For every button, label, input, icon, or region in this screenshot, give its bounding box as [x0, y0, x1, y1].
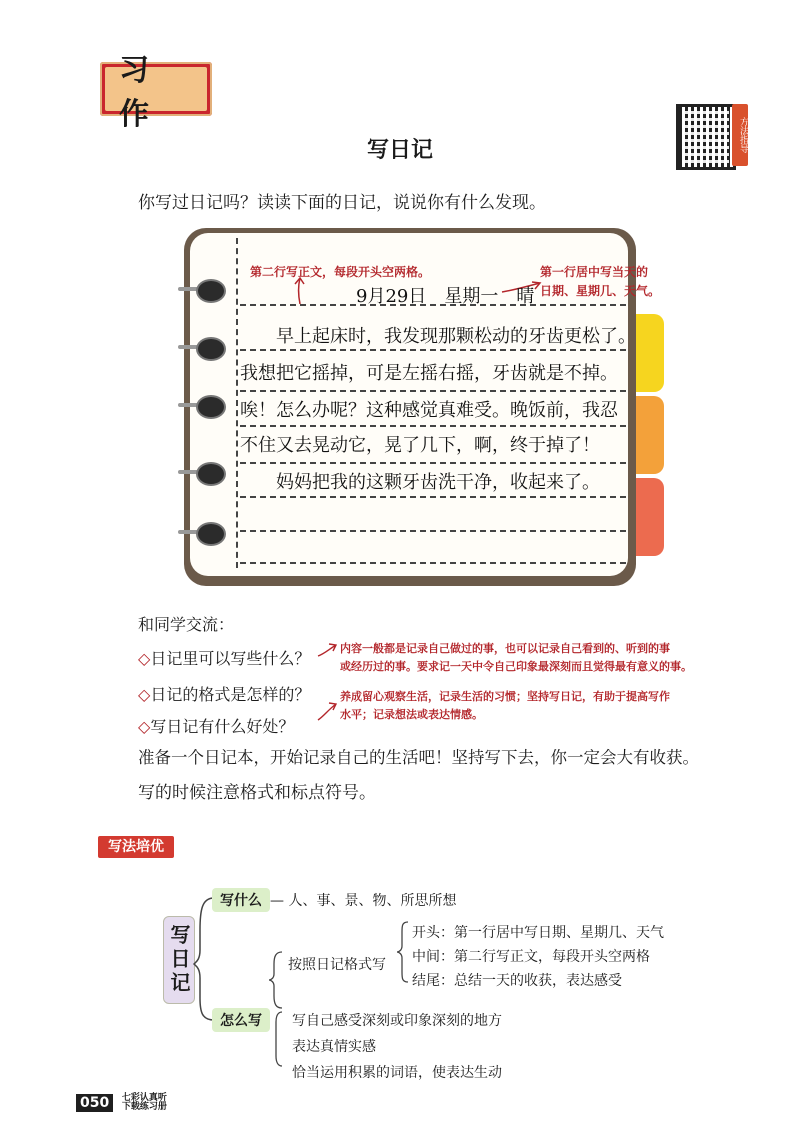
closing-text: 准备一个日记本，开始记录自己的生活吧！坚持写下去，你一定会大有收获。: [138, 748, 699, 767]
diamond-icon: ◇: [138, 649, 151, 668]
notebook-tab-orange: [634, 396, 664, 474]
diary-date-line: 9月29日 星期一 晴: [356, 286, 535, 307]
mindmap-how-item: 写自己感受深刻或印象深刻的地方: [292, 1013, 502, 1029]
mindmap-node-format: 按照日记格式写: [288, 957, 386, 973]
answer-content: 或经历过的事。要求记一天中令自己印象最深刻而且觉得最有意义的事。: [340, 660, 692, 673]
annotation-arrow-icon: [316, 640, 338, 660]
discussion-heading: 和同学交流：: [138, 615, 235, 634]
ruled-line: [240, 390, 626, 392]
mindmap-format-item: 开头：第一行居中写日期、星期几、天气: [412, 925, 664, 941]
binder-ring-icon: [196, 395, 226, 419]
diary-line: 唉！怎么办呢？这种感觉真难受。晚饭前，我忍: [240, 400, 618, 421]
mindmap-root: 写日记: [163, 916, 195, 1004]
notebook-tab-yellow: [634, 314, 664, 392]
ruled-line: [240, 349, 626, 351]
ruled-line: [240, 425, 626, 427]
annotation-arrow-icon: [316, 698, 338, 722]
annotation-body-format: 第二行写正文，每段开头空两格。: [250, 265, 431, 279]
mindmap-node-how: 怎么写: [212, 1008, 270, 1032]
diary-line: 早上起床时，我发现那颗松动的牙齿更松了。: [240, 326, 636, 347]
diary-line: 妈妈把我的这颗牙齿洗干净，收起来了。: [240, 472, 600, 493]
ruled-line: [240, 496, 626, 498]
question-item: ◇日记的格式是怎样的？: [138, 685, 311, 704]
closing-text: 写的时候注意格式和标点符号。: [138, 783, 376, 803]
mindmap-bracket: [396, 920, 410, 984]
question-item: ◇日记里可以写些什么？: [138, 649, 311, 668]
binder-ring-icon: [196, 522, 226, 546]
page-number: [76, 1092, 167, 1112]
answer-benefit: 养成留心观察生活，记录生活的习惯；坚持写日记，有助于提高写作: [340, 690, 670, 703]
page-title: 写日记: [366, 138, 433, 163]
qr-tag: 方法指导: [732, 104, 748, 166]
margin-line: [236, 238, 238, 568]
diamond-icon: ◇: [138, 685, 151, 704]
diamond-icon: ◇: [138, 717, 151, 736]
question-item: ◇写日记有什么好处？: [138, 717, 295, 736]
annotation-header-format-2: 日期、星期几、天气。: [540, 284, 661, 298]
annotation-arrow-icon: [290, 276, 310, 306]
section-tag: 写法培优: [98, 836, 174, 858]
ruled-line: [240, 462, 626, 464]
mindmap-how-item: 表达真情实感: [292, 1039, 376, 1055]
diary-line: 我想把它摇掉，可是左摇右摇，牙齿就是不掉。: [240, 363, 618, 384]
ruled-line: [240, 562, 626, 564]
page-number-value: 050: [76, 1094, 113, 1112]
annotation-header-format-1: 第一行居中写当天的: [540, 265, 649, 279]
mindmap-format-item: 结尾：总结一天的收获，表达感受: [412, 973, 622, 989]
mindmap-format-item: 中间：第二行写正文，每段开头空两格: [412, 949, 650, 965]
ruled-line: [240, 530, 626, 532]
notebook-tab-red: [634, 478, 664, 556]
diary-line: 不住又去晃动它，晃了几下，啊，终于掉了！: [240, 435, 600, 456]
binder-ring-icon: [196, 337, 226, 361]
binder-ring-icon: [196, 462, 226, 486]
section-banner: [100, 53, 212, 132]
publisher-logo: 七彩认真听 下载练习册: [121, 1092, 167, 1112]
intro-text: 你写过日记吗？读读下面的日记，说说你有什么发现。: [138, 193, 546, 213]
answer-benefit: 水平；记录想法或表达情感。: [340, 708, 483, 721]
answer-content: 内容一般都是记录自己做过的事，也可以记录自己看到的、听到的事: [340, 642, 670, 655]
banner-label: 习 作: [105, 67, 207, 111]
mindmap-how-item: 恰当运用积累的词语，使表达生动: [292, 1065, 502, 1081]
mindmap-node-what: 写什么: [212, 888, 270, 912]
binder-ring-icon: [196, 279, 226, 303]
mindmap-what-content: — 人、事、景、物、所思所想: [270, 893, 457, 909]
